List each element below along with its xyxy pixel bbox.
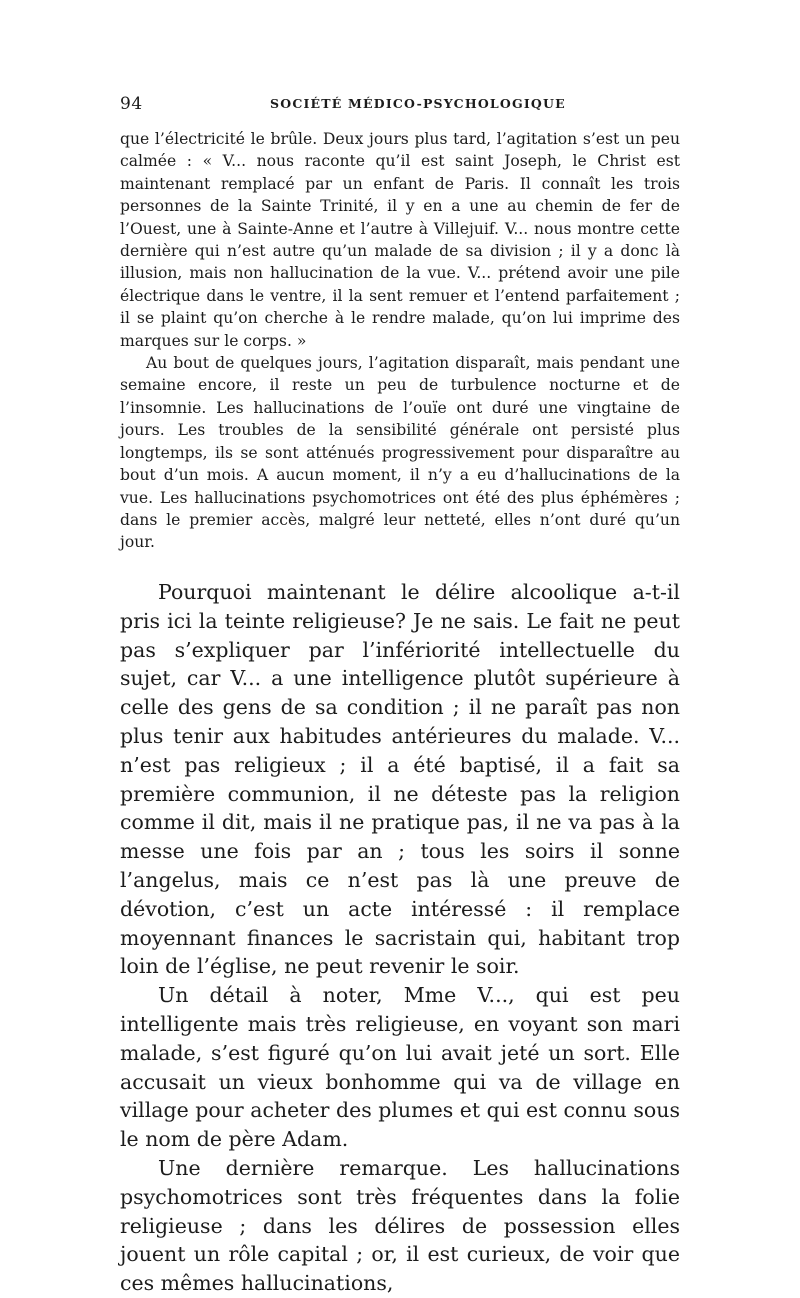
paragraph-case-evolution: Au bout de quelques jours, l’agitation disparaît, mais pendant une semaine encore, il reste un peu de turbulence nocturne et de l’insomnie. Les hallucinations de l’ouïe ont duré une vingtaine de jours. Les troubles de la sensibilité générale ont persisté plus longtemps, ils se sont atténués progressivement pour disparaître au bout d’un mois. A aucun moment, il n’y a eu d’hallucinations de la vue. Les hallucinations psychomotrices ont été des plus éphémères ; dans le premier accès, malgré leur netteté, elles n’ont duré qu’un jour.	[120, 354, 680, 552]
paragraph-case-quote: que l’électricité le brûle. Deux jours plus tard, l’agitation s’est un peu calmée : « V... nous raconte qu’il est saint Joseph, le Christ est maintenant remplacé par un enfant de Paris. Il connaît les trois personnes de la Sainte Trinité, il y en a une au chemin de fer de l’Ouest, une à Sainte-Anne et l’autre à Villejuif. V... nous montre cette dernière qui n’est autre qu’un malade de sa division ; il y a donc là illusion, mais non hallucination de la vue. V... prétend avoir une pile électrique dans le ventre, il la sent remuer et l’entend parfaitement ; il se plaint qu’on cherche à le rendre malade, qu’on lui imprime des marques sur le corps. »	[120, 130, 680, 350]
case-report-section	[120, 128, 680, 554]
paragraph-religious-tint: Pourquoi maintenant le délire alcoolique a-t-il pris ici la teinte religieuse? Je ne sais. Le fait ne peut pas s’expliquer par l’infériorité intellectuelle du sujet, car V... a une intelligence plutôt supérieure à celle des gens de sa condition ; il ne paraît pas non plus tenir aux habitudes antérieures du malade. V... n’est pas religieux ; il a été baptisé, il a fait sa première communion, il ne déteste pas la religion comme il dit, mais il ne pratique pas, il ne va pas à la messe une fois par an ; tous les soirs il sonne l’angelus, mais ce n’est pas là une preuve de dévotion, c’est un acte intéressé : il remplace moyennant finances le sacristain qui, habitant trop loin de l’église, ne peut revenir le soir.	[120, 580, 680, 979]
paragraph-last-remark: Une dernière remarque. Les hallucinations psychomotrices sont très fréquentes dans la folie religieuse ; dans les délires de possession elles jouent un rôle capital ; or, il est curieux, de voir que ces mêmes hallucinations,	[120, 1155, 680, 1296]
page-number: 94	[120, 94, 143, 114]
running-head: SOCIÉTÉ MÉDICO-PSYCHOLOGIQUE	[270, 96, 566, 111]
paragraph-wife-detail: Un détail à noter, Mme V..., qui est peu intelligente mais très religieuse, en voyant son mari malade, s’est figuré qu’on lui avait jeté un sort. Elle accusait un vieux bonhomme qui va de village en village pour acheter des plumes et qui est connu sous le nom de père Adam.	[120, 983, 680, 1152]
commentary-section	[120, 578, 680, 1298]
page-header	[120, 94, 680, 114]
